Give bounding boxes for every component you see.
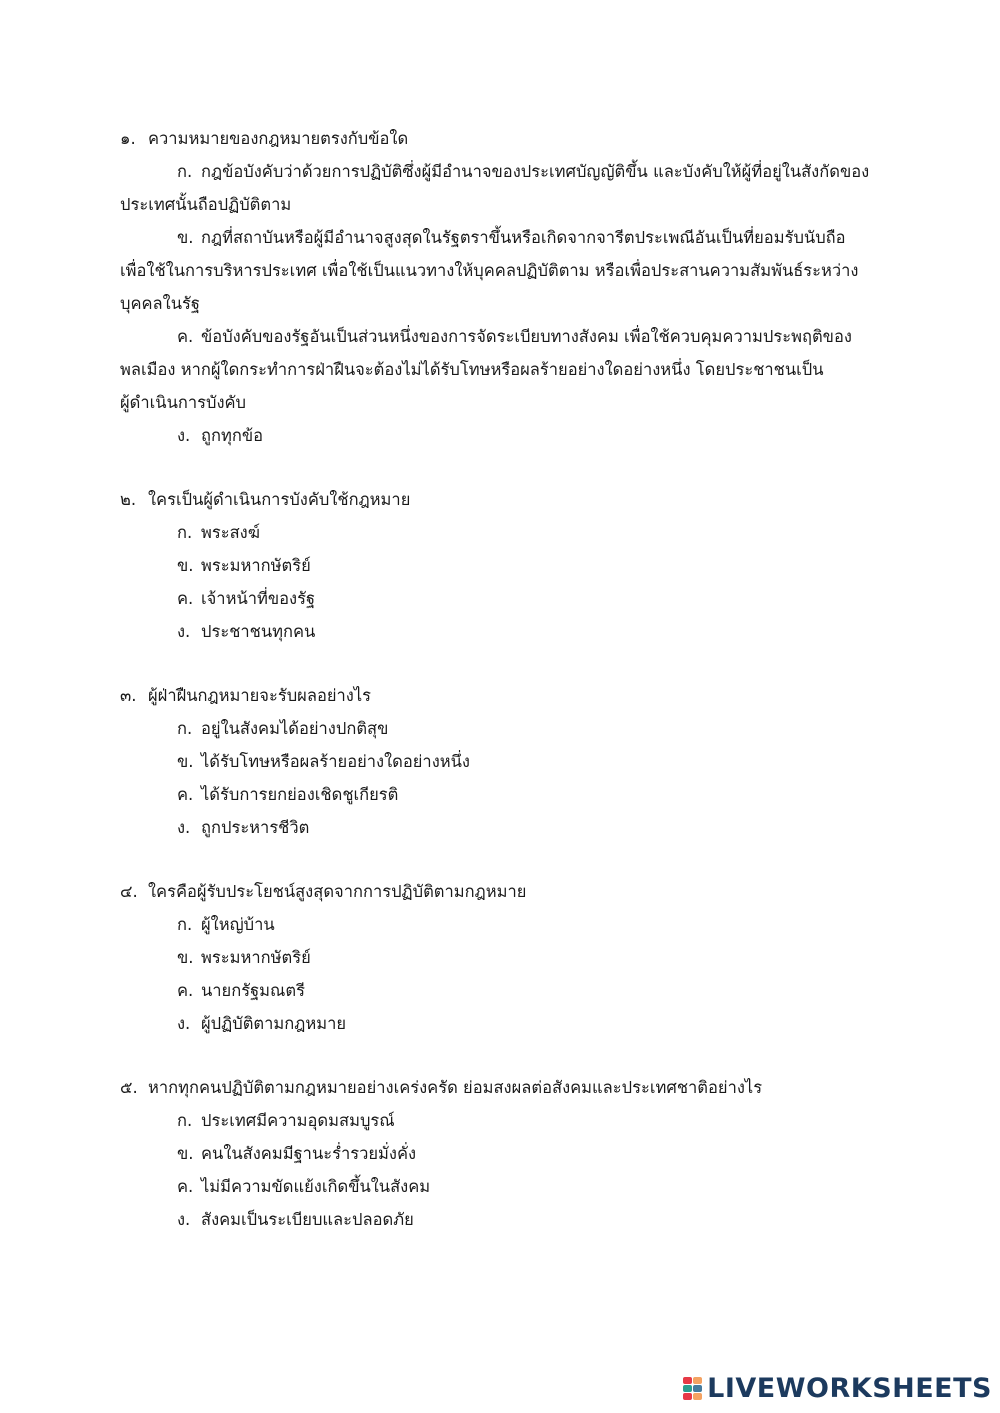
question-3 [120,679,890,844]
option-letter: ค. [177,981,194,1000]
option-letter: ข. [177,1144,194,1163]
option-text: ถูกทุกข้อ [201,426,264,445]
option-letter: ค. [177,327,194,346]
question-text: ใครคือผู้รับประโยชน์สูงสุดจากการปฏิบัติตามกฎหมาย [148,882,527,901]
option-text: ผู้ใหญ่บ้าน [201,915,275,934]
option-letter: ง. [177,818,191,837]
option-text: ไม่มีความขัดแย้งเกิดขึ้นในสังคม [201,1177,431,1196]
logo-blocks-icon [683,1375,703,1401]
option-text: ได้รับโทษหรือผลร้ายอย่างใดอย่างหนึ่ง [201,752,470,771]
option-letter: ก. [177,719,193,738]
option-letter: ง. [177,1210,191,1229]
option-c[interactable] [120,320,890,419]
question-text: ใครเป็นผู้ดำเนินการบังคับใช้กฎหมาย [148,490,411,509]
question-number: ๕. [120,1078,138,1097]
option-b[interactable] [120,221,890,320]
option-text: ประชาชนทุกคน [201,622,316,641]
option-letter: ก. [177,915,193,934]
option-a[interactable] [120,516,890,549]
option-text: นายกรัฐมณตรี [201,981,305,1000]
option-a[interactable] [120,908,890,941]
option-b[interactable] [120,549,890,582]
question-title [120,1071,890,1104]
option-text-line: กฎที่สถาบันหรือผู้มีอำนาจสูงสุดในรัฐตราขึ้นหรือเกิดจากจารีตประเพณีอันเป็นที่ยอมรับนับถือ [201,228,846,247]
option-text: อยู่ในสังคมได้อย่างปกติสุข [201,719,389,738]
option-letter: ง. [177,426,191,445]
option-b[interactable] [120,941,890,974]
option-text-line: ผู้ดำเนินการบังคับ [120,393,247,412]
option-text: ประเทศมีความอุดมสมบูรณ์ [201,1111,395,1130]
question-title [120,875,890,908]
option-text-line: บุคคลในรัฐ [120,294,200,313]
option-text: ถูกประหารชีวิต [201,818,310,837]
option-text: ได้รับการยกย่องเชิดชูเกียรติ [201,785,399,804]
option-letter: ข. [177,948,194,967]
option-letter: ข. [177,556,194,575]
option-letter: ง. [177,1014,191,1033]
option-c[interactable] [120,974,890,1007]
option-text-line: ประเทศนั้นถือปฏิบัติตาม [120,195,292,214]
question-text: ผู้ฝ่าฝืนกฎหมายจะรับผลอย่างไร [148,686,372,705]
question-4 [120,875,890,1040]
question-number: ๔. [120,882,138,901]
question-title [120,122,890,155]
option-text-line: กฎข้อบังคับว่าด้วยการปฏิบัติซึ่งผู้มีอำนาจของประเทศบัญญัติขึ้น และบังคับให้ผู้ที่อยู่ในสังกัดของ [201,162,870,181]
option-text: ผู้ปฏิบัติตามกฎหมาย [201,1014,347,1033]
question-text: หากทุกคนปฏิบัติตามกฎหมายอย่างเคร่งครัด ย่อมสงผลต่อสังคมและประเทศชาติอย่างไร [148,1078,763,1097]
option-text: สังคมเป็นระเบียบและปลอดภัย [201,1210,414,1229]
option-d[interactable] [120,419,890,452]
option-d[interactable] [120,615,890,648]
option-text: คนในสังคมมีฐานะร่ำรวยมั่งคั่ง [201,1144,417,1163]
option-letter: ก. [177,1111,193,1130]
option-d[interactable] [120,1007,890,1040]
option-text: เจ้าหน้าที่ของรัฐ [201,589,316,608]
option-text: พระสงฆ์ [201,523,260,542]
question-1 [120,122,890,452]
option-text: พระมหากษัตริย์ [201,556,311,575]
option-b[interactable] [120,745,890,778]
option-letter: ค. [177,785,194,804]
option-text-line: เพื่อใช้ในการบริหารประเทศ เพื่อใช้เป็นแนวทางให้บุคคลปฏิบัติตาม หรือเพื่อประสานความสัมพันธ์ระหว่าง [120,261,859,280]
option-b[interactable] [120,1137,890,1170]
option-letter: ข. [177,752,194,771]
option-text-line: ข้อบังคับของรัฐอันเป็นส่วนหนึ่งของการจัดระเบียบทางสังคม เพื่อใช้ควบคุมความประพฤติของ [201,327,852,346]
option-a[interactable] [120,712,890,745]
logo-text: LIVEWORKSHEETS [707,1372,992,1404]
option-letter: ข. [177,228,194,247]
question-text: ความหมายของกฎหมายตรงกับข้อใด [148,129,409,148]
question-title [120,483,890,516]
question-number: ๒. [120,490,137,509]
option-letter: ค. [177,1177,194,1196]
question-number: ๑. [120,129,136,148]
option-text: พระมหากษัตริย์ [201,948,311,967]
question-5 [120,1071,890,1236]
option-letter: ค. [177,589,194,608]
option-d[interactable] [120,811,890,844]
question-2 [120,483,890,648]
question-title [120,679,890,712]
option-letter: ง. [177,622,191,641]
liveworksheets-logo[interactable] [683,1371,992,1405]
option-c[interactable] [120,1170,890,1203]
option-c[interactable] [120,582,890,615]
option-letter: ก. [177,162,193,181]
question-number: ๓. [120,686,137,705]
option-c[interactable] [120,778,890,811]
option-d[interactable] [120,1203,890,1236]
option-text-line: พลเมือง หากผู้ใดกระทำการฝ่าฝืนจะต้องไม่ได้รับโทษหรือผลร้ายอย่างใดอย่างหนึ่ง โดยประชาชนเป็น [120,360,824,379]
option-letter: ก. [177,523,193,542]
option-a[interactable] [120,1104,890,1137]
option-a[interactable] [120,155,890,221]
